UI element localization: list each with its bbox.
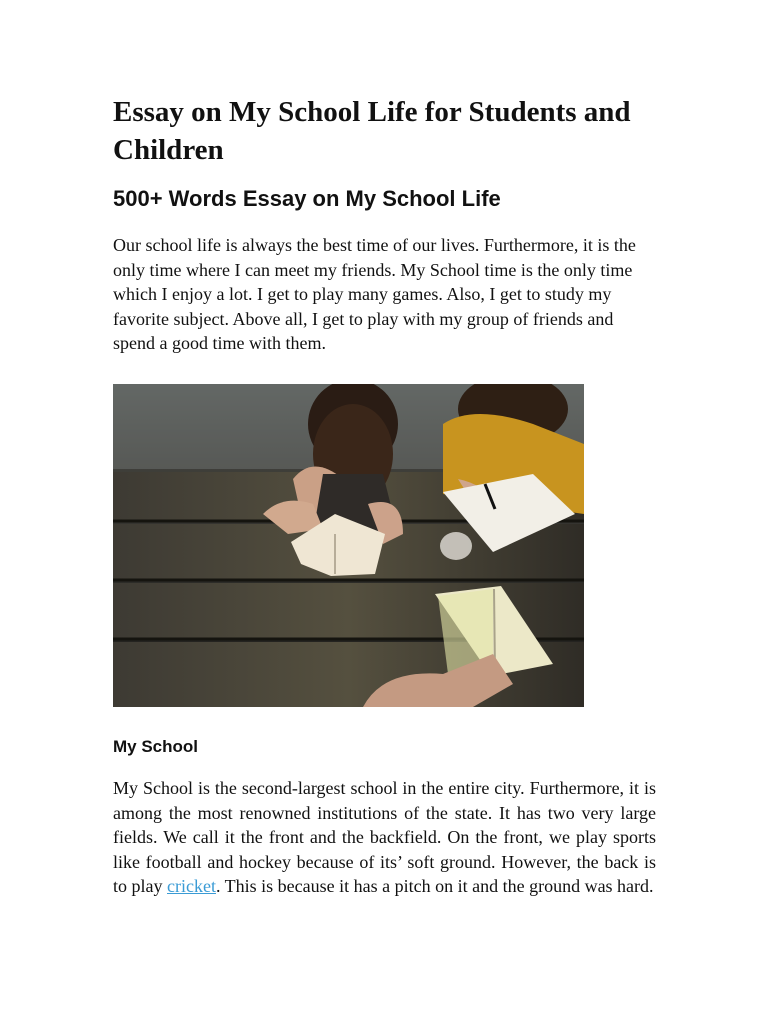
essay-subtitle: 500+ Words Essay on My School Life bbox=[113, 186, 501, 211]
page-title: Essay on My School Life for Students and Children bbox=[113, 96, 631, 166]
intro-paragraph: Our school life is always the best time of our lives. Furthermore, it is the only time where I can meet my friends. My School time is the only time which I enjoy a lot. I get to play many games. Also, I get to study my favorite subject. Above all, I get to play with my group of friends and spend a good time with them. bbox=[113, 235, 636, 353]
my-school-text-after-link: . This is because it has a pitch on it and the ground was hard. bbox=[215, 876, 654, 896]
section-heading-my-school: My School bbox=[113, 737, 199, 756]
my-school-text-before-link: My School is the second-largest school in the entire city. Furthermore, it is among the most renowned institutions of the state. It has two very large fields. We call it the front and the backfield. On the front, we play sports like football and hockey because of its’ soft ground. However, the back is to play bbox=[113, 778, 656, 896]
my-school-paragraph bbox=[113, 776, 656, 899]
students-studying-photo bbox=[113, 384, 584, 707]
cricket-link[interactable]: cricket bbox=[167, 876, 216, 896]
